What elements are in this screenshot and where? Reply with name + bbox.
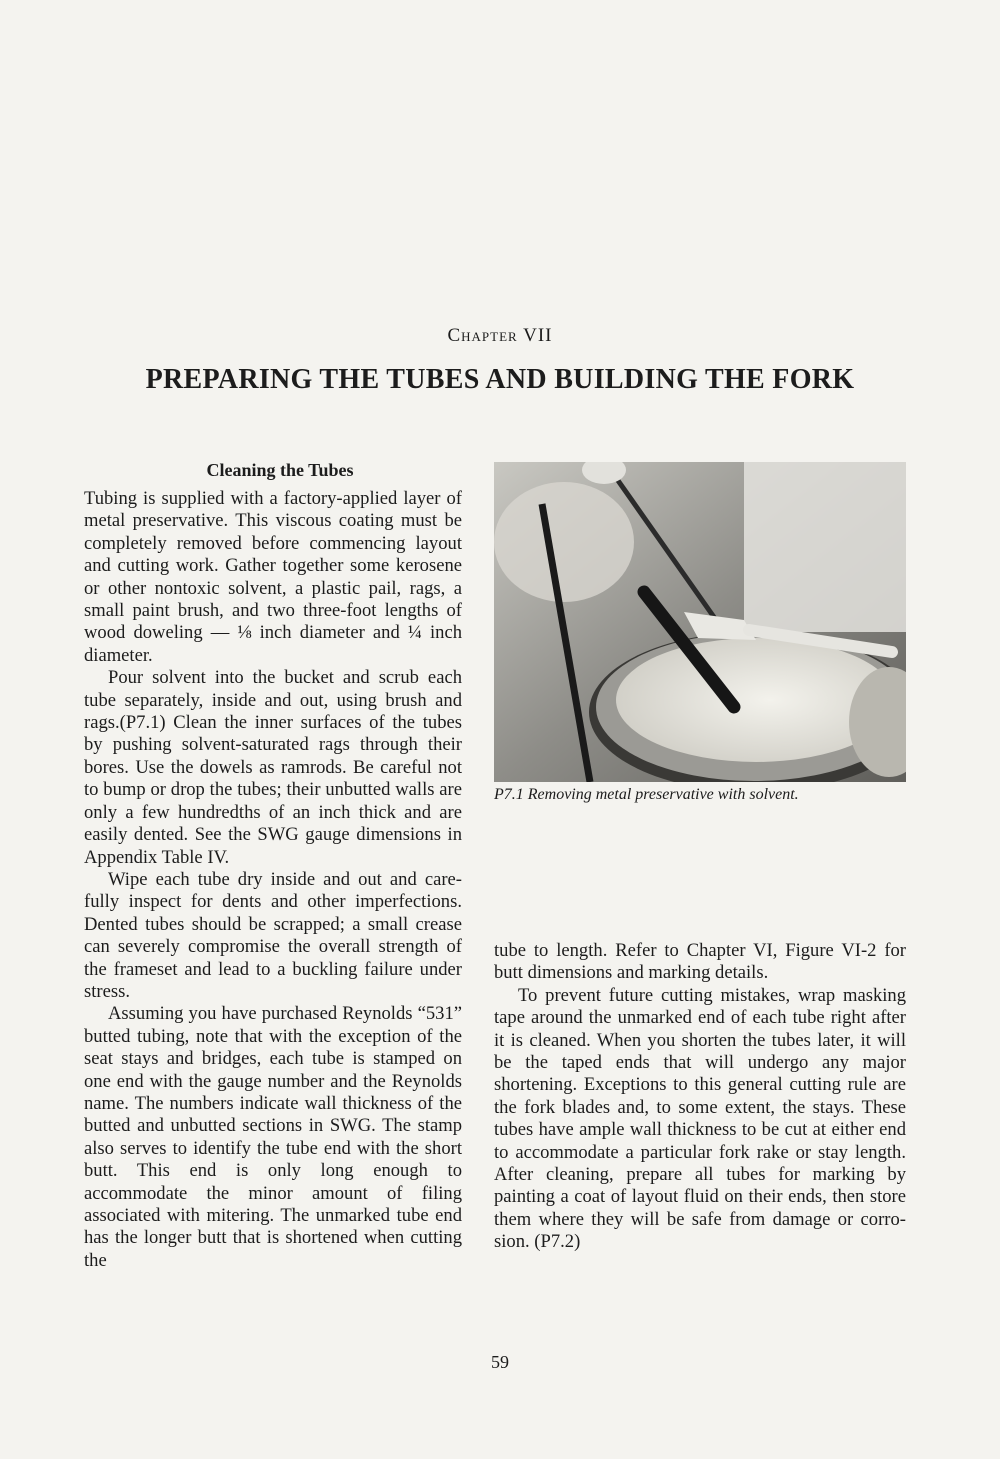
section-heading: Cleaning the Tubes	[206, 460, 354, 480]
chapter-title: PREPARING THE TUBES AND BUILDING THE FORK	[145, 364, 855, 395]
paragraph: Tubing is supplied with a factory-applied layer of metal preservative. This viscous coating must be completely removed before commencing layout and cutting work. Gather together some kerosene or other nontoxic solvent, a plastic pail, rags, a small paint brush, and two three-foot lengths of wood doweling — ⅛ inch diameter and ¼ inch diameter.	[84, 488, 462, 666]
paragraph: To prevent future cutting mistakes, wrap masking tape around the unmarked end of each tube right after it is cleaned. When you shorten the tubes later, it will be the taped ends that will undergo any major shortening. Exceptions to this general cutting rule are the fork blades and, to some extent, the stays. These tubes have ample wall thickness to be cut at either end to accommodate a particular fork rake or stay length. After cleaning, prepare all tubes for marking by painting a coat of layout fluid on their ends, then store them where they will be safe from damage or corrosion. (P7.2)	[494, 984, 906, 1253]
figure-photo	[494, 462, 906, 782]
paragraph: Pour solvent into the bucket and scrub each tube separately, inside and out, using brush and rags.(P7.1) Clean the inner surfaces of the tubes by pushing solvent-saturated rags through their bores. Use the dowels as ramrods. Be careful not to bump or drop the tubes; their unbutted walls are only a few hundredths of an inch thick and are easily dented. See the SWG gauge dimensions in Appendix Table IV.	[84, 667, 462, 868]
left-column	[84, 488, 462, 1272]
paragraph: Wipe each tube dry inside and out and carefully inspect for dents and other imperfections. Dented tubes should be scrapped; a small crease can severely compromise the overall strength of the frameset and lead to a buckling failure under stress.	[84, 868, 462, 1002]
photo-illustration	[494, 462, 906, 782]
paragraph: Assuming you have purchased Reynolds “531” butted tubing, note that with the exception of the seat stays and bridges, each tube is stamped on one end with the gauge number and the Reynolds name. The numbers indicate wall thickness of the butted and unbutted sections in SWG. The stamp also serves to identify the tube end with the short butt. This end is only long enough to accommodate the minor amount of filing associated with mitering. The unmarked tube end has the longer butt that is shortened when cutting the	[84, 1003, 462, 1271]
page-number: 59	[491, 1352, 509, 1372]
right-column	[494, 940, 906, 1254]
chapter-label: Chapter VII	[447, 325, 553, 346]
paragraph: tube to length. Refer to Chapter VI, Figure VI-2 for butt dimensions and marking details.	[494, 940, 906, 984]
figure-caption: P7.1 Removing metal preservative with solvent.	[494, 786, 799, 803]
